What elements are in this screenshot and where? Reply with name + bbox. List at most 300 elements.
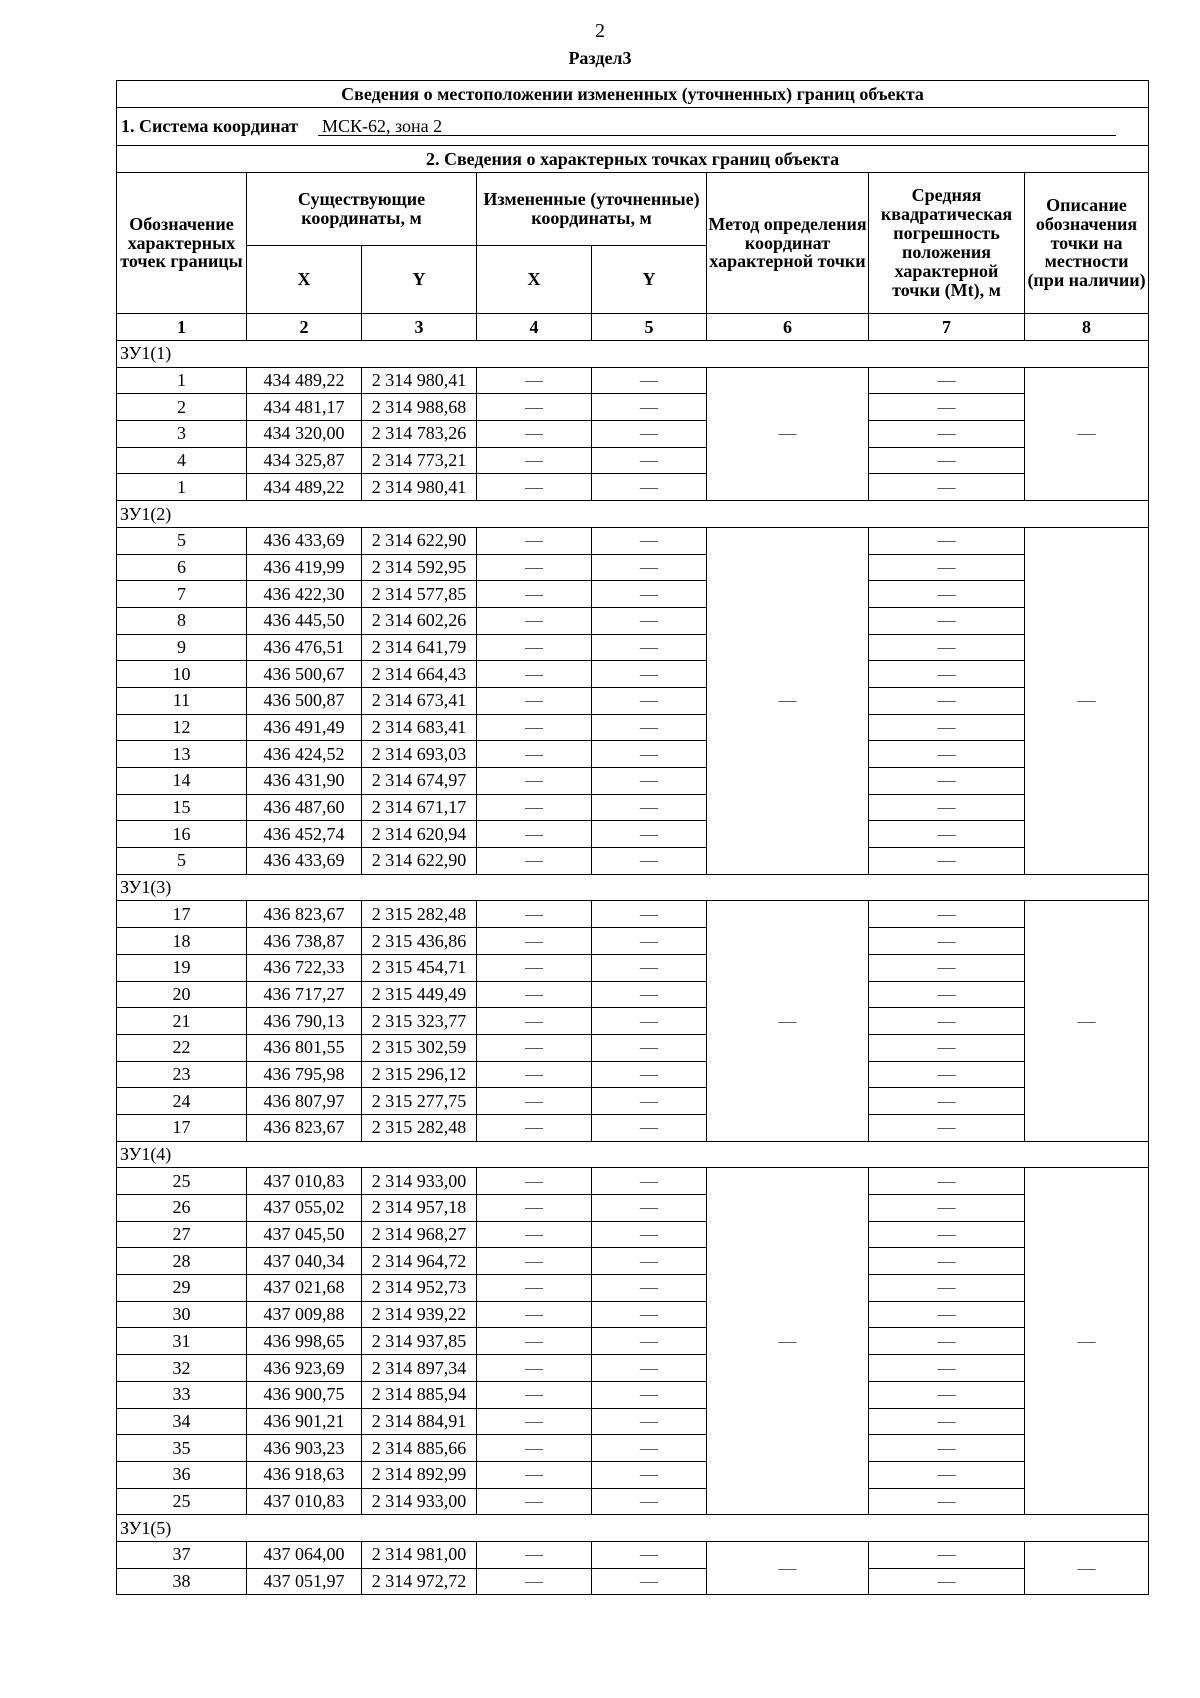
mean-square-error: —: [869, 768, 1025, 795]
existing-y: 2 314 964,72: [362, 1248, 477, 1275]
existing-y: 2 314 957,18: [362, 1195, 477, 1222]
mean-square-error: —: [869, 421, 1025, 448]
existing-y: 2 315 282,48: [362, 1114, 477, 1141]
method-cell: —: [707, 901, 869, 1141]
changed-y: —: [592, 634, 707, 661]
changed-x: —: [477, 367, 592, 394]
table-row: [117, 1088, 1149, 1115]
existing-x: 436 717,27: [247, 981, 362, 1008]
mean-square-error: —: [869, 1355, 1025, 1382]
mean-square-error: —: [869, 687, 1025, 714]
changed-y: —: [592, 1114, 707, 1141]
parcel-name: ЗУ1(4): [117, 1141, 1149, 1168]
point-number: 9: [117, 634, 247, 661]
changed-x: —: [477, 1008, 592, 1035]
point-number: 38: [117, 1568, 247, 1595]
table-row: [117, 474, 1149, 501]
changed-y: —: [592, 1195, 707, 1222]
table-row: [117, 394, 1149, 421]
changed-y: —: [592, 1568, 707, 1595]
column-number: 2: [247, 314, 362, 341]
changed-y: —: [592, 1008, 707, 1035]
point-number: 29: [117, 1275, 247, 1302]
changed-x: —: [477, 1248, 592, 1275]
column-number: 1: [117, 314, 247, 341]
point-number: 17: [117, 1114, 247, 1141]
mean-square-error: —: [869, 954, 1025, 981]
changed-y: —: [592, 1168, 707, 1195]
coordinate-system-row: [117, 108, 1149, 146]
mean-square-error: —: [869, 1541, 1025, 1568]
existing-x: 436 476,51: [247, 634, 362, 661]
existing-x: 436 823,67: [247, 901, 362, 928]
existing-x: 436 807,97: [247, 1088, 362, 1115]
changed-y: —: [592, 981, 707, 1008]
point-number: 5: [117, 527, 247, 554]
table-row: [117, 954, 1149, 981]
coordinate-system-label: 1. Система координат: [121, 115, 298, 136]
existing-x: 436 500,87: [247, 687, 362, 714]
existing-y: 2 314 933,00: [362, 1168, 477, 1195]
changed-y: —: [592, 768, 707, 795]
existing-y: 2 314 981,00: [362, 1541, 477, 1568]
existing-x: 437 045,50: [247, 1221, 362, 1248]
existing-y: 2 315 436,86: [362, 928, 477, 955]
existing-x: 437 040,34: [247, 1248, 362, 1275]
table-row: [117, 554, 1149, 581]
changed-x: —: [477, 1301, 592, 1328]
changed-x: —: [477, 1381, 592, 1408]
existing-y: 2 314 622,90: [362, 848, 477, 875]
changed-x: —: [477, 687, 592, 714]
changed-x: —: [477, 1461, 592, 1488]
existing-y: 2 314 602,26: [362, 607, 477, 634]
changed-x: —: [477, 1488, 592, 1515]
point-number: 18: [117, 928, 247, 955]
changed-x: —: [477, 1408, 592, 1435]
point-number: 34: [117, 1408, 247, 1435]
header-changed-y: Y: [592, 246, 707, 314]
changed-x: —: [477, 421, 592, 448]
point-number: 30: [117, 1301, 247, 1328]
table-row: [117, 768, 1149, 795]
existing-y: 2 315 282,48: [362, 901, 477, 928]
header-method: Метод определения координат характерной точки: [707, 173, 869, 314]
point-number: 20: [117, 981, 247, 1008]
point-number: 37: [117, 1541, 247, 1568]
existing-y: 2 314 972,72: [362, 1568, 477, 1595]
changed-y: —: [592, 1221, 707, 1248]
mean-square-error: —: [869, 1328, 1025, 1355]
point-number: 1: [117, 474, 247, 501]
existing-x: 434 489,22: [247, 474, 362, 501]
point-number: 2: [117, 394, 247, 421]
method-cell: —: [707, 1168, 869, 1515]
section-title: Раздел3: [568, 48, 632, 68]
mean-square-error: —: [869, 447, 1025, 474]
page-number: 2: [595, 20, 605, 42]
description-cell: —: [1025, 527, 1149, 874]
table-row: [117, 1221, 1149, 1248]
table-row: [117, 1195, 1149, 1222]
table-row: [117, 821, 1149, 848]
mean-square-error: —: [869, 1008, 1025, 1035]
existing-x: 436 433,69: [247, 527, 362, 554]
table-title: Сведения о местоположении измененных (уточненных) границ объекта: [117, 81, 1149, 108]
changed-x: —: [477, 474, 592, 501]
existing-y: 2 314 683,41: [362, 714, 477, 741]
point-number: 14: [117, 768, 247, 795]
table-row: [117, 714, 1149, 741]
mean-square-error: —: [869, 1034, 1025, 1061]
mean-square-error: —: [869, 741, 1025, 768]
point-number: 33: [117, 1381, 247, 1408]
existing-y: 2 314 980,41: [362, 367, 477, 394]
point-number: 6: [117, 554, 247, 581]
changed-x: —: [477, 1355, 592, 1382]
point-number: 1: [117, 367, 247, 394]
changed-x: —: [477, 1221, 592, 1248]
header-existing-y: Y: [362, 246, 477, 314]
existing-x: 436 998,65: [247, 1328, 362, 1355]
mean-square-error: —: [869, 1061, 1025, 1088]
table-row: [117, 1488, 1149, 1515]
existing-x: 436 795,98: [247, 1061, 362, 1088]
changed-y: —: [592, 421, 707, 448]
point-number: 36: [117, 1461, 247, 1488]
changed-y: —: [592, 1355, 707, 1382]
point-number: 8: [117, 607, 247, 634]
mean-square-error: —: [869, 1568, 1025, 1595]
parcel-header-row: [117, 1141, 1149, 1168]
changed-y: —: [592, 581, 707, 608]
mean-square-error: —: [869, 1168, 1025, 1195]
point-number: 10: [117, 661, 247, 688]
column-number: 7: [869, 314, 1025, 341]
changed-y: —: [592, 1408, 707, 1435]
mean-square-error: —: [869, 661, 1025, 688]
existing-x: 436 491,49: [247, 714, 362, 741]
mean-square-error: —: [869, 1435, 1025, 1462]
table-row: [117, 1328, 1149, 1355]
table-row: [117, 848, 1149, 875]
existing-x: 436 823,67: [247, 1114, 362, 1141]
existing-x: 434 320,00: [247, 421, 362, 448]
column-number: 8: [1025, 314, 1149, 341]
changed-x: —: [477, 954, 592, 981]
changed-y: —: [592, 1328, 707, 1355]
changed-x: —: [477, 1328, 592, 1355]
header-existing-x: X: [247, 246, 362, 314]
existing-x: 436 487,60: [247, 794, 362, 821]
changed-x: —: [477, 928, 592, 955]
mean-square-error: —: [869, 1301, 1025, 1328]
mean-square-error: —: [869, 821, 1025, 848]
changed-x: —: [477, 1061, 592, 1088]
existing-x: 436 923,69: [247, 1355, 362, 1382]
parcel-name: ЗУ1(2): [117, 501, 1149, 528]
table-row: [117, 1061, 1149, 1088]
changed-y: —: [592, 901, 707, 928]
column-number: 4: [477, 314, 592, 341]
existing-y: 2 314 939,22: [362, 1301, 477, 1328]
mean-square-error: —: [869, 928, 1025, 955]
mean-square-error: —: [869, 1461, 1025, 1488]
point-number: 5: [117, 848, 247, 875]
table-row: [117, 741, 1149, 768]
parcel-name: ЗУ1(3): [117, 874, 1149, 901]
mean-square-error: —: [869, 714, 1025, 741]
mean-square-error: —: [869, 1408, 1025, 1435]
header-existing-coordinates: Существующие координаты, м: [247, 173, 477, 246]
changed-x: —: [477, 714, 592, 741]
changed-x: —: [477, 1541, 592, 1568]
table-row: [117, 527, 1149, 554]
header-point-designation: Обозначение характерных точек границы: [117, 173, 247, 314]
changed-x: —: [477, 1195, 592, 1222]
changed-x: —: [477, 848, 592, 875]
existing-x: 436 422,30: [247, 581, 362, 608]
point-number: 21: [117, 1008, 247, 1035]
mean-square-error: —: [869, 1114, 1025, 1141]
existing-y: 2 314 673,41: [362, 687, 477, 714]
table-row: [117, 581, 1149, 608]
table-row: [117, 1114, 1149, 1141]
changed-x: —: [477, 634, 592, 661]
point-number: 24: [117, 1088, 247, 1115]
existing-y: 2 314 620,94: [362, 821, 477, 848]
changed-y: —: [592, 1488, 707, 1515]
changed-y: —: [592, 714, 707, 741]
table-row: [117, 928, 1149, 955]
point-number: 17: [117, 901, 247, 928]
table-row: [117, 794, 1149, 821]
existing-y: 2 314 885,66: [362, 1435, 477, 1462]
header-changed-coordinates: Измененные (уточненные) координаты, м: [477, 173, 707, 246]
changed-x: —: [477, 1568, 592, 1595]
changed-y: —: [592, 367, 707, 394]
changed-y: —: [592, 474, 707, 501]
mean-square-error: —: [869, 474, 1025, 501]
existing-y: 2 314 980,41: [362, 474, 477, 501]
parcel-header-row: [117, 501, 1149, 528]
point-number: 32: [117, 1355, 247, 1382]
table-row: [117, 687, 1149, 714]
mean-square-error: —: [869, 1088, 1025, 1115]
existing-x: 436 918,63: [247, 1461, 362, 1488]
mean-square-error: —: [869, 1195, 1025, 1222]
existing-y: 2 314 884,91: [362, 1408, 477, 1435]
point-number: 27: [117, 1221, 247, 1248]
table-row: [117, 447, 1149, 474]
mean-square-error: —: [869, 1221, 1025, 1248]
mean-square-error: —: [869, 527, 1025, 554]
table-row: [117, 1541, 1149, 1568]
points-section-title: 2. Сведения о характерных точках границ объекта: [117, 146, 1149, 173]
boundary-points-table: [116, 80, 1149, 1595]
changed-y: —: [592, 1541, 707, 1568]
table-row: [117, 634, 1149, 661]
changed-x: —: [477, 447, 592, 474]
existing-y: 2 314 693,03: [362, 741, 477, 768]
existing-y: 2 314 952,73: [362, 1275, 477, 1302]
changed-y: —: [592, 1275, 707, 1302]
changed-x: —: [477, 794, 592, 821]
point-number: 16: [117, 821, 247, 848]
existing-y: 2 315 277,75: [362, 1088, 477, 1115]
parcel-header-row: [117, 341, 1149, 368]
table-row: [117, 901, 1149, 928]
existing-y: 2 314 641,79: [362, 634, 477, 661]
parcel-name: ЗУ1(5): [117, 1515, 1149, 1542]
changed-y: —: [592, 1381, 707, 1408]
table-row: [117, 1168, 1149, 1195]
changed-x: —: [477, 527, 592, 554]
changed-x: —: [477, 581, 592, 608]
existing-y: 2 314 783,26: [362, 421, 477, 448]
mean-square-error: —: [869, 901, 1025, 928]
table-row: [117, 981, 1149, 1008]
existing-y: 2 314 592,95: [362, 554, 477, 581]
changed-x: —: [477, 661, 592, 688]
table-row: [117, 1301, 1149, 1328]
changed-x: —: [477, 1435, 592, 1462]
table-row: [117, 1034, 1149, 1061]
table-row: [117, 1568, 1149, 1595]
existing-x: 434 325,87: [247, 447, 362, 474]
existing-x: 436 445,50: [247, 607, 362, 634]
changed-y: —: [592, 928, 707, 955]
changed-y: —: [592, 1061, 707, 1088]
changed-y: —: [592, 554, 707, 581]
mean-square-error: —: [869, 581, 1025, 608]
changed-x: —: [477, 607, 592, 634]
header-changed-x: X: [477, 246, 592, 314]
column-number: 3: [362, 314, 477, 341]
table-row: [117, 1355, 1149, 1382]
existing-y: 2 315 449,49: [362, 981, 477, 1008]
changed-y: —: [592, 1435, 707, 1462]
changed-y: —: [592, 447, 707, 474]
changed-y: —: [592, 394, 707, 421]
table-row: [117, 1408, 1149, 1435]
column-number: 6: [707, 314, 869, 341]
changed-y: —: [592, 1034, 707, 1061]
description-cell: —: [1025, 1168, 1149, 1515]
table-row: [117, 1381, 1149, 1408]
table-row: [117, 607, 1149, 634]
changed-y: —: [592, 848, 707, 875]
existing-y: 2 315 454,71: [362, 954, 477, 981]
existing-y: 2 314 892,99: [362, 1461, 477, 1488]
table-row: [117, 661, 1149, 688]
mean-square-error: —: [869, 1248, 1025, 1275]
point-number: 3: [117, 421, 247, 448]
existing-x: 437 064,00: [247, 1541, 362, 1568]
existing-x: 437 021,68: [247, 1275, 362, 1302]
existing-x: 436 901,21: [247, 1408, 362, 1435]
existing-x: 437 010,83: [247, 1168, 362, 1195]
existing-y: 2 314 773,21: [362, 447, 477, 474]
table-row: [117, 1435, 1149, 1462]
description-cell: —: [1025, 367, 1149, 500]
mean-square-error: —: [869, 554, 1025, 581]
existing-x: 434 481,17: [247, 394, 362, 421]
point-number: 11: [117, 687, 247, 714]
existing-x: 436 433,69: [247, 848, 362, 875]
changed-y: —: [592, 607, 707, 634]
existing-x: 437 055,02: [247, 1195, 362, 1222]
changed-x: —: [477, 768, 592, 795]
mean-square-error: —: [869, 1275, 1025, 1302]
table-row: [117, 1275, 1149, 1302]
existing-x: 436 452,74: [247, 821, 362, 848]
table-row: [117, 1461, 1149, 1488]
changed-y: —: [592, 741, 707, 768]
existing-x: 436 419,99: [247, 554, 362, 581]
column-number: 5: [592, 314, 707, 341]
coordinate-system-value: МСК-62, зона 2: [318, 117, 1116, 137]
changed-x: —: [477, 901, 592, 928]
changed-y: —: [592, 794, 707, 821]
method-cell: —: [707, 1541, 869, 1594]
existing-x: 436 738,87: [247, 928, 362, 955]
mean-square-error: —: [869, 394, 1025, 421]
method-cell: —: [707, 527, 869, 874]
changed-y: —: [592, 661, 707, 688]
existing-y: 2 315 302,59: [362, 1034, 477, 1061]
existing-x: 436 424,52: [247, 741, 362, 768]
point-number: 4: [117, 447, 247, 474]
parcel-header-row: [117, 1515, 1149, 1542]
existing-x: 434 489,22: [247, 367, 362, 394]
point-number: 13: [117, 741, 247, 768]
description-cell: —: [1025, 1541, 1149, 1594]
changed-x: —: [477, 554, 592, 581]
point-number: 26: [117, 1195, 247, 1222]
changed-y: —: [592, 1088, 707, 1115]
changed-y: —: [592, 1461, 707, 1488]
mean-square-error: —: [869, 1381, 1025, 1408]
method-cell: —: [707, 367, 869, 500]
changed-x: —: [477, 981, 592, 1008]
existing-x: 436 722,33: [247, 954, 362, 981]
point-number: 25: [117, 1168, 247, 1195]
parcel-header-row: [117, 874, 1149, 901]
existing-x: 437 051,97: [247, 1568, 362, 1595]
changed-y: —: [592, 687, 707, 714]
point-number: 19: [117, 954, 247, 981]
changed-x: —: [477, 1114, 592, 1141]
existing-x: 436 801,55: [247, 1034, 362, 1061]
existing-y: 2 314 988,68: [362, 394, 477, 421]
changed-y: —: [592, 1301, 707, 1328]
mean-square-error: —: [869, 848, 1025, 875]
mean-square-error: —: [869, 794, 1025, 821]
existing-y: 2 314 671,17: [362, 794, 477, 821]
point-number: 31: [117, 1328, 247, 1355]
existing-y: 2 315 323,77: [362, 1008, 477, 1035]
existing-y: 2 314 674,97: [362, 768, 477, 795]
point-number: 23: [117, 1061, 247, 1088]
table-row: [117, 1248, 1149, 1275]
existing-y: 2 314 897,34: [362, 1355, 477, 1382]
existing-y: 2 315 296,12: [362, 1061, 477, 1088]
changed-x: —: [477, 1275, 592, 1302]
existing-x: 436 500,67: [247, 661, 362, 688]
changed-y: —: [592, 954, 707, 981]
existing-y: 2 314 664,43: [362, 661, 477, 688]
